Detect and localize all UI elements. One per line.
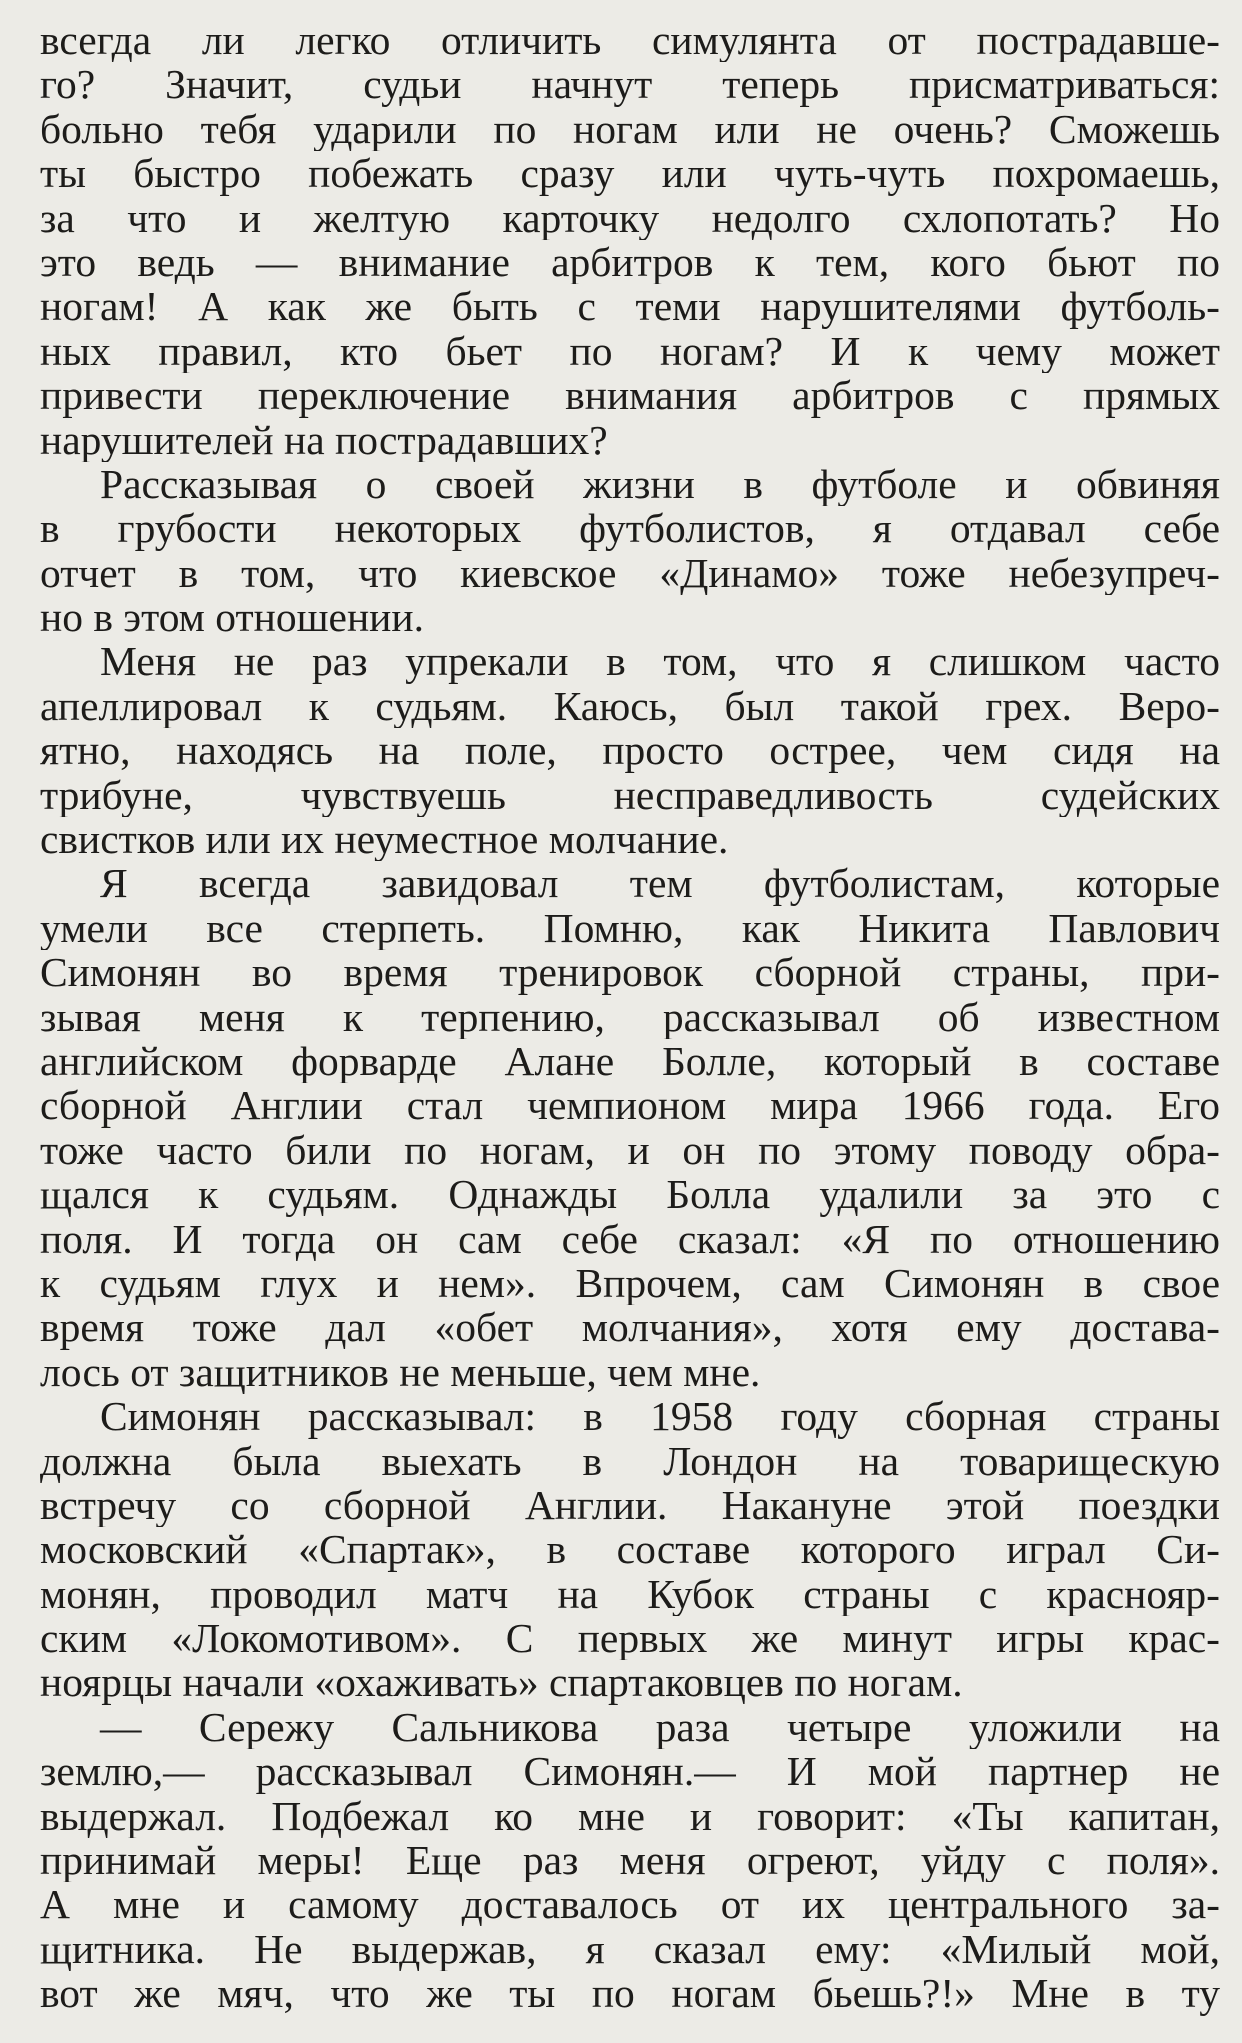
text-line: ятно, находясь на поле, просто острее, чем сидя на	[40, 728, 1220, 773]
text-line: нарушителей на пострадавших?	[40, 417, 608, 462]
text-line: принимай меры! Еще раз меня огреют, уйду с поля».	[40, 1838, 1220, 1883]
text-line: московский «Спартак», в составе которого играл Си-	[40, 1527, 1220, 1572]
text-line: к судьям глух и нем». Впрочем, сам Симонян в свое	[40, 1260, 1220, 1306]
text-line: больно тебя ударили по ногам или не очень? Сможешь	[40, 106, 1220, 152]
text-line: умели все стерпеть. Помню, как Никита Павлович	[40, 905, 1220, 951]
text-line: тоже часто били по ногам, и он по этому поводу обра-	[40, 1127, 1220, 1173]
text-line: встречу со сборной Англии. Накануне этой поездки	[40, 1482, 1220, 1528]
text-line: за что и желтую карточку недолго схлопотать? Но	[40, 195, 1220, 240]
text-line: выдержал. Подбежал ко мне и говорит: «Ты капитан,	[40, 1793, 1220, 1839]
text-line: время тоже дал «обет молчания», хотя ему достава-	[40, 1305, 1220, 1350]
text-line: английском форварде Алане Болле, который в составе	[40, 1038, 1220, 1084]
text-line: вот же мяч, что же ты по ногам бьешь?!» Мне в ту	[40, 1971, 1220, 2016]
text-line: ноярцы начали «охаживать» спартаковцев по ногам.	[40, 1660, 963, 1705]
text-line: всегда ли легко отличить симулянта от пострадавше-	[40, 18, 1220, 63]
text-line: трибуне, чувствуешь несправедливость судейских	[40, 772, 1220, 818]
text-line: привести переключение внимания арбитров с прямых	[40, 373, 1220, 418]
text-line: ных правил, кто бьет по ногам? И к чему может	[40, 328, 1220, 374]
text-line: землю,— рассказывал Симонян.— И мой партнер не	[40, 1749, 1220, 1794]
text-line: лось от защитников не меньше, чем мне.	[40, 1349, 761, 1395]
page-text	[40, 18, 1220, 2016]
text-line: Рассказывая о своей жизни в футболе и обвиняя	[100, 461, 1220, 507]
text-line: — Сережу Сальникова раза четыре уложили на	[100, 1704, 1220, 1750]
text-line: Меня не раз упрекали в том, что я слишком часто	[100, 639, 1220, 684]
text-line: щался к судьям. Однажды Болла удалили за это с	[40, 1172, 1220, 1217]
text-line: должна была выехать в Лондон на товарищескую	[40, 1438, 1220, 1483]
text-line: зывая меня к терпению, рассказывал об известном	[40, 994, 1220, 1039]
text-line: А мне и самому доставалось от их центрального за-	[40, 1882, 1220, 1927]
text-line: ским «Локомотивом». С первых же минут игры крас-	[40, 1616, 1220, 1661]
text-line: Я всегда завидовал тем футболистам, которые	[100, 861, 1220, 906]
text-line: Симонян во время тренировок сборной страны, при-	[40, 950, 1220, 995]
text-line: монян, проводил матч на Кубок страны с краснояр-	[40, 1571, 1220, 1617]
text-line: поля. И тогда он сам себе сказал: «Я по отношению	[40, 1216, 1220, 1261]
text-line: но в этом отношении.	[40, 595, 424, 640]
text-line: отчет в том, что киевское «Динамо» тоже небезупреч-	[40, 550, 1220, 596]
text-line: свистков или их неуместное молчание.	[40, 817, 729, 862]
text-line: ногам! А как же быть с теми нарушителями футболь-	[40, 284, 1220, 329]
text-line: Симонян рассказывал: в 1958 году сборная страны	[100, 1394, 1220, 1439]
text-line: апеллировал к судьям. Каюсь, был такой грех. Веро-	[40, 683, 1220, 729]
text-line: в грубости некоторых футболистов, я отдавал себе	[40, 506, 1220, 551]
text-line: го? Значит, судьи начнут теперь присматриваться:	[40, 62, 1220, 107]
text-line: это ведь — внимание арбитров к тем, кого бьют по	[40, 239, 1220, 285]
text-line: ты быстро побежать сразу или чуть-чуть похромаешь,	[40, 151, 1220, 196]
text-line: щитника. Не выдержав, я сказал ему: «Милый мой,	[40, 1926, 1220, 1972]
text-line: сборной Англии стал чемпионом мира 1966 года. Его	[40, 1083, 1220, 1128]
